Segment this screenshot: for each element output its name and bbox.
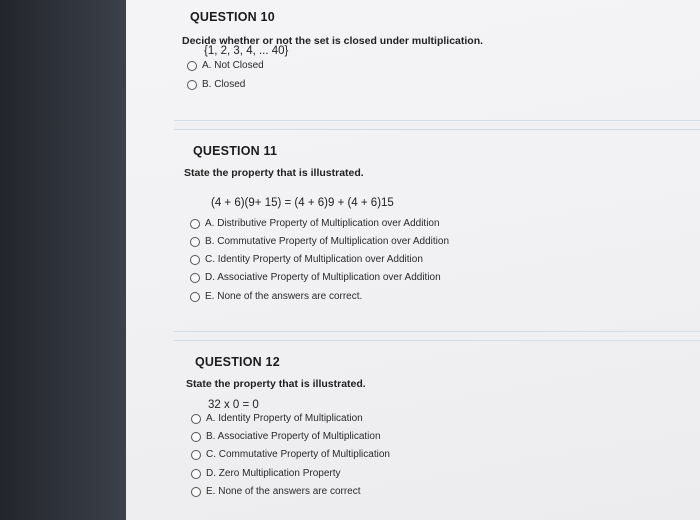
option-label: A. Identity Property of Multiplication [206, 413, 363, 424]
option-label: D. Zero Multiplication Property [206, 468, 341, 479]
question-12-title: QUESTION 12 [195, 355, 280, 369]
question-11-option-c[interactable] [190, 254, 423, 265]
radio-button[interactable] [190, 237, 200, 247]
radio-button[interactable] [187, 80, 197, 90]
question-11-option-a[interactable] [190, 218, 440, 229]
radio-button[interactable] [190, 273, 200, 283]
option-label: B. Closed [202, 79, 246, 90]
question-divider [174, 120, 700, 130]
question-10-title: QUESTION 10 [190, 10, 275, 24]
radio-button[interactable] [191, 414, 201, 424]
radio-button[interactable] [187, 61, 197, 71]
option-label: A. Not Closed [202, 60, 264, 71]
question-10-option-b[interactable] [187, 79, 245, 90]
option-label: E. None of the answers are correct [206, 486, 361, 497]
option-label: C. Commutative Property of Multiplication [206, 449, 390, 460]
radio-button[interactable] [190, 219, 200, 229]
question-12-option-c[interactable] [191, 449, 390, 460]
radio-button[interactable] [191, 432, 201, 442]
question-11-expression: (4 + 6)(9+ 15) = (4 + 6)9 + (4 + 6)15 [211, 197, 394, 209]
question-11-option-b[interactable] [190, 236, 449, 247]
option-label: D. Associative Property of Multiplication over Addition [205, 272, 441, 283]
radio-button[interactable] [190, 255, 200, 265]
option-label: B. Associative Property of Multiplication [206, 431, 381, 442]
radio-button[interactable] [191, 450, 201, 460]
option-label: A. Distributive Property of Multiplication over Addition [205, 218, 440, 229]
option-label: E. None of the answers are correct. [205, 291, 363, 302]
question-10-option-a[interactable] [187, 60, 264, 71]
question-11-option-e[interactable] [190, 291, 362, 302]
option-label: B. Commutative Property of Multiplication over Addition [205, 236, 449, 247]
radio-button[interactable] [190, 292, 200, 302]
question-12-option-a[interactable] [191, 413, 363, 424]
question-11-prompt: State the property that is illustrated. [184, 167, 364, 179]
radio-button[interactable] [191, 469, 201, 479]
question-10-expression: {1, 2, 3, 4, ... 40} [204, 45, 289, 57]
question-12-expression: 32 x 0 = 0 [208, 399, 259, 411]
screen-bezel [0, 0, 126, 520]
question-10-prompt: Decide whether or not the set is closed under multiplication. [182, 35, 484, 47]
question-11-option-d[interactable] [190, 272, 441, 283]
option-label: C. Identity Property of Multiplication over Addition [205, 254, 423, 265]
question-11-title: QUESTION 11 [193, 144, 278, 158]
question-divider [174, 331, 700, 341]
question-12-option-b[interactable] [191, 431, 381, 442]
radio-button[interactable] [191, 487, 201, 497]
question-12-option-d[interactable] [191, 468, 341, 479]
question-12-prompt: State the property that is illustrated. [186, 378, 366, 390]
question-12-option-e[interactable] [191, 486, 361, 497]
